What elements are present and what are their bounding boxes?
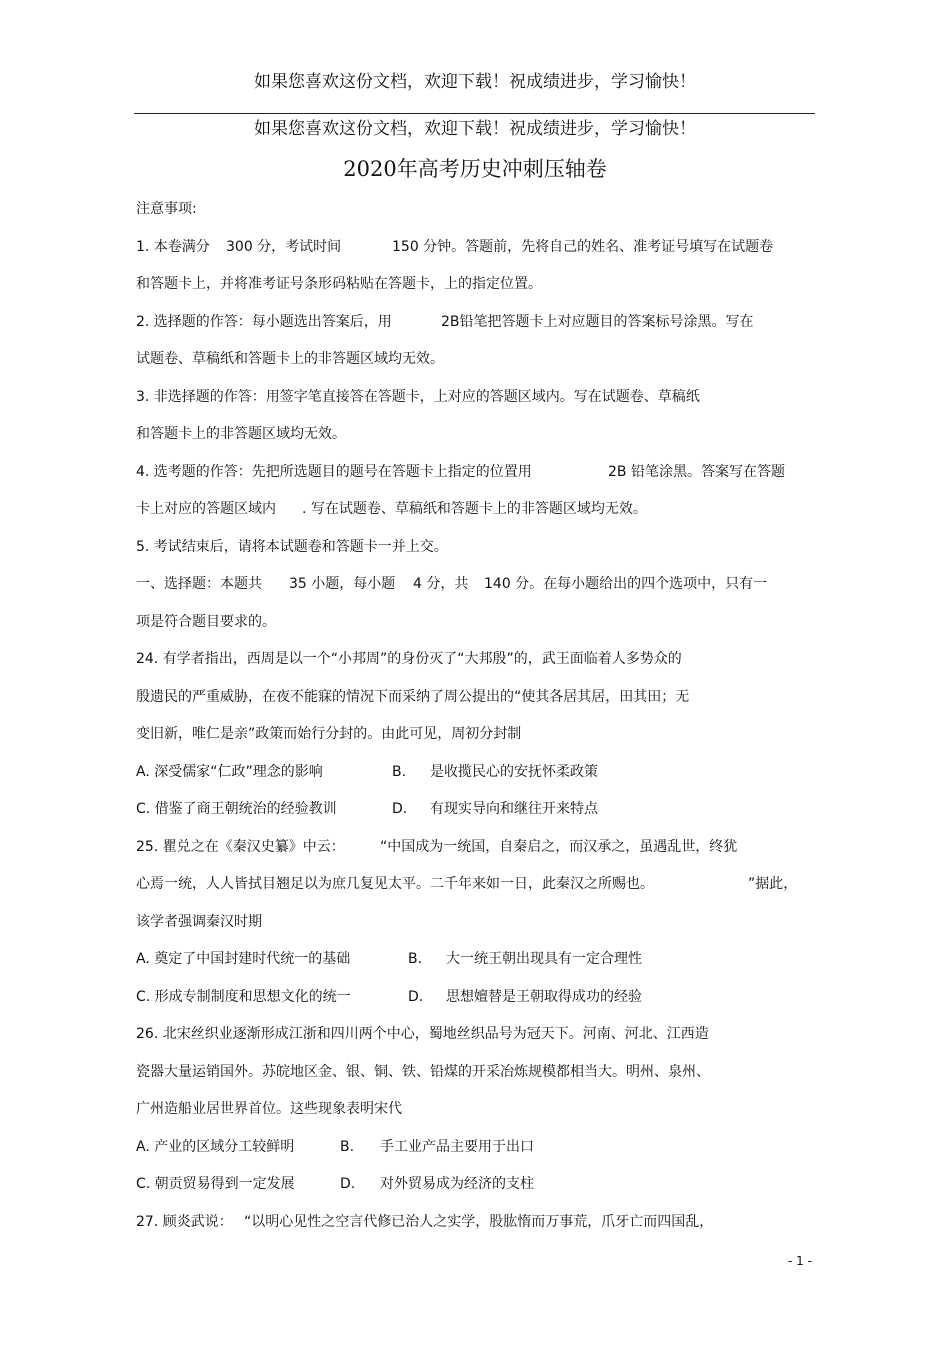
section-1-heading (136, 572, 826, 610)
q25-stem-2-b: ”据此， (748, 876, 798, 892)
notice-heading-text: 注意事项: (136, 201, 197, 217)
notice-item-2-a: 2. 选择题的作答：每小题选出答案后，用 (136, 313, 392, 330)
q24-stem-2-text: 殷遗民的严重威胁，在夜不能寐的情况下而采纳了周公提出的“使其各居其居，田其田；无 (136, 688, 690, 705)
q26-stem-3 (136, 1097, 826, 1135)
page-number: - 1 - (788, 1254, 812, 1268)
q24-option-d-label: D. (392, 801, 408, 817)
q26-option-c: C. 朝贡贸易得到一定发展 (136, 1176, 295, 1192)
notice-item-4-cont (136, 497, 826, 535)
notice-item-1-b: 300 分，考试时间 (226, 238, 342, 255)
q25-options-cd (136, 985, 826, 1023)
notice-item-1-c: 150 分钟。答题前，先将自己的姓名、准考证号填写在试题卷 (392, 238, 774, 255)
q25-options-ab (136, 947, 826, 985)
notice-item-3-b: 和答题卡上的非答题区域均无效。 (136, 426, 346, 442)
q26-stem-2 (136, 1060, 826, 1098)
notice-item-3 (136, 385, 826, 423)
q24-option-c: C. 借鉴了商王朝统治的经验教训 (136, 801, 337, 817)
notice-item-1-cont (136, 272, 826, 310)
q26-option-d-label: D. (340, 1176, 356, 1192)
notice-item-5-text: 5. 考试结束后，请将本试题卷和答题卡一并上交。 (136, 538, 448, 555)
q24-stem-3 (136, 722, 826, 760)
q24-option-d: 有现实导向和继往开来特点 (430, 801, 598, 817)
q26-option-d: 对外贸易成为经济的支柱 (380, 1176, 534, 1192)
document-body (136, 197, 826, 1247)
notice-item-4-d: . 写在试题卷、草稿纸和答题卡上的非答题区域均无效。 (302, 501, 647, 517)
section-1-a: 一、选择题：本题共 (136, 576, 262, 592)
q25-stem-1-b: “中国成为一统国，自秦启之，而汉承之，虽遇乱世，终犹 (380, 838, 738, 855)
notice-item-4-b: 2B 铅笔涂黑。答案写在答题 (608, 463, 785, 480)
notice-item-1-a: 1. 本卷满分 (136, 238, 210, 255)
q25-option-d: 思想嬗替是王朝取得成功的经验 (446, 988, 642, 1005)
q25-option-b-label: B. (408, 951, 423, 967)
q26-stem-1 (136, 1022, 826, 1060)
notice-item-2 (136, 310, 826, 348)
q26-options-ab (136, 1135, 826, 1173)
notice-item-4-a: 4. 选考题的作答：先把所选题目的题号在答题卡上指定的位置用 (136, 463, 532, 480)
q25-stem-2 (136, 872, 826, 910)
q26-option-b-label: B. (340, 1138, 355, 1155)
section-1-heading-cont (136, 610, 826, 648)
q25-stem-1-a: 25. 瞿兑之在《秦汉史纂》中云： (136, 838, 345, 855)
q26-stem-1-text: 26. 北宋丝织业逐渐形成江浙和四川两个中心，蜀地丝织品号为冠天下。河南、河北、江西造 (136, 1026, 709, 1042)
notice-item-1-d: 和答题卡上，并将准考证号条形码粘贴在答题卡，上的指定位置。 (136, 276, 542, 292)
notice-item-2-cont (136, 347, 826, 385)
q26-option-b: 手工业产品主要用于出口 (380, 1138, 534, 1155)
q27-stem-1-b: “以明心见性之空言代修已治人之实学，股肱惰而万事荒，爪牙亡而四国乱， (244, 1213, 714, 1230)
q26-options-cd (136, 1172, 826, 1210)
q25-stem-2-a: 心焉一统，人人皆拭目翘足以为庶几复见太平。二千年来如一日，此秦汉之所赐也。 (136, 876, 654, 892)
q25-option-c: C. 形成专制制度和思想文化的统一 (136, 988, 351, 1005)
notice-item-1 (136, 235, 826, 273)
notice-item-3-cont (136, 422, 826, 460)
section-1-c: 4 分，共 (413, 576, 469, 592)
q25-stem-3-text: 该学者强调秦汉时期 (136, 913, 262, 930)
header-banner-repeat: 如果您喜欢这份文档，欢迎下载！祝成绩进步，学习愉快！ (254, 119, 696, 139)
q27-stem-1-a: 27. 顾炎武说： (136, 1213, 233, 1230)
q26-option-a: A. 产业的区域分工较鲜明 (136, 1138, 295, 1155)
header-divider (134, 113, 815, 114)
q24-options-ab (136, 760, 826, 798)
q24-option-a: A. 深受儒家“仁政”理念的影响 (136, 763, 323, 780)
q27-stem-1 (136, 1210, 826, 1248)
notice-item-2-b: 2B铅笔把答题卡上对应题目的答案标号涂黑。写在 (441, 313, 754, 330)
q24-stem-1 (136, 647, 826, 685)
notice-item-3-a: 3. 非选择题的作答：用签字笔直接答在答题卡，上对应的答题区域内。写在试题卷、草稿纸 (136, 388, 700, 405)
notice-heading (136, 197, 826, 235)
section-1-d: 140 分。在每小题给出的四个选项中，只有一 (484, 576, 768, 592)
q25-option-a: A. 奠定了中国封建时代统一的基础 (136, 951, 351, 967)
notice-item-2-c: 试题卷、草稿纸和答题卡上的非答题区域均无效。 (136, 351, 444, 367)
q24-options-cd (136, 797, 826, 835)
q24-option-b: 是收揽民心的安抚怀柔政策 (430, 763, 598, 780)
q26-stem-2-text: 瓷器大量运销国外。苏皖地区金、银、铜、铁、铅煤的开采冶炼规模都相当大。明州、泉州、 (136, 1063, 710, 1080)
q25-option-d-label: D. (408, 988, 424, 1005)
header-banner: 如果您喜欢这份文档，欢迎下载！祝成绩进步，学习愉快！ (254, 72, 696, 92)
q24-option-b-label: B. (392, 763, 407, 780)
section-1-b: 35 小题，每小题 (289, 576, 396, 592)
q24-stem-2 (136, 685, 826, 723)
q25-option-b: 大一统王朝出现具有一定合理性 (446, 951, 642, 967)
page-title: 2020年高考历史冲刺压轴卷 (343, 157, 607, 181)
notice-item-4 (136, 460, 826, 498)
q25-stem-1 (136, 835, 826, 873)
q26-stem-3-text: 广州造船业居世界首位。这些现象表明宋代 (136, 1101, 402, 1117)
notice-item-5 (136, 535, 826, 573)
section-1-e: 项是符合题目要求的。 (136, 613, 276, 630)
q24-stem-1-text: 24. 有学者指出，西周是以一个“小邦周”的身份灭了“大邦殷”的，武王面临着人多势众的 (136, 651, 682, 667)
notice-item-4-c: 卡上对应的答题区域内 (136, 501, 276, 517)
q24-stem-3-text: 变旧新，唯仁是亲”政策而始行分封的。由此可见，周初分封制 (136, 726, 522, 742)
q25-stem-3 (136, 910, 826, 948)
